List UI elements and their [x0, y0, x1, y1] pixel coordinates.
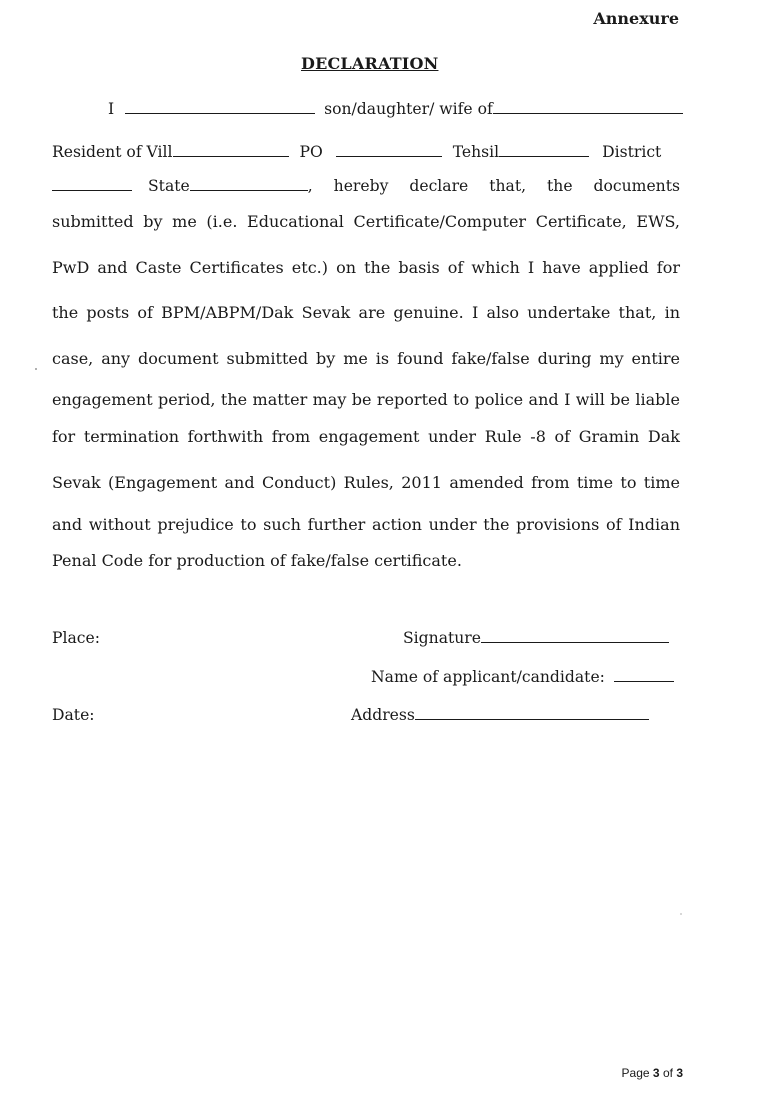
declaration-line-2: [52, 143, 661, 161]
po-blank[interactable]: [336, 155, 442, 157]
page-of: of: [662, 1066, 673, 1080]
state-label: State: [148, 177, 190, 195]
district-blank[interactable]: [52, 189, 132, 191]
village-label: Resident of Vill: [52, 143, 173, 161]
signature-field: [403, 629, 669, 647]
body-line: engagement period, the matter may be reported to police and I will be liable: [52, 390, 680, 409]
page-number: [622, 1066, 683, 1080]
applicant-name-field: [371, 668, 674, 686]
name-blank[interactable]: [125, 112, 315, 114]
body-line: for termination forthwith from engagement under Rule -8 of Gramin Dak: [52, 427, 680, 446]
declare-text: , hereby declare that, the documents: [307, 177, 680, 195]
declaration-line-1: [108, 100, 683, 118]
body-line: PwD and Caste Certificates etc.) on the basis of which I have applied for: [52, 258, 680, 277]
tehsil-label: Tehsil: [452, 143, 500, 161]
po-label: PO: [299, 143, 323, 161]
annexure-label: Annexure: [593, 9, 679, 28]
page-prefix: Page: [621, 1066, 650, 1080]
applicant-name-blank[interactable]: [614, 680, 674, 682]
body-line: Sevak (Engagement and Conduct) Rules, 2011 amended from time to time: [52, 473, 680, 492]
relation-label: son/daughter/ wife of: [324, 100, 493, 118]
place-label: Place:: [52, 629, 100, 647]
body-line: case, any document submitted by me is found fake/false during my entire: [52, 349, 680, 368]
body-line: the posts of BPM/ABPM/Dak Sevak are genuine. I also undertake that, in: [52, 303, 680, 322]
scan-speck: [680, 913, 682, 915]
tehsil-blank[interactable]: [499, 155, 589, 157]
state-blank[interactable]: [190, 189, 308, 191]
scan-speck: [35, 368, 37, 370]
relation-name-blank[interactable]: [493, 112, 683, 114]
pronoun-i: I: [108, 100, 115, 118]
address-blank[interactable]: [415, 718, 649, 720]
date-label: Date:: [52, 706, 95, 724]
declaration-line-3: [52, 177, 680, 195]
address-label: Address: [351, 706, 415, 724]
body-line: submitted by me (i.e. Educational Certificate/Computer Certificate, EWS,: [52, 212, 680, 231]
address-field: [351, 706, 649, 724]
page-current: 3: [652, 1066, 660, 1080]
body-last-line: Penal Code for production of fake/false certificate.: [52, 551, 462, 570]
signature-blank[interactable]: [481, 641, 669, 643]
signature-label: Signature: [403, 629, 481, 647]
village-blank[interactable]: [173, 155, 289, 157]
page-total: 3: [676, 1066, 683, 1080]
applicant-name-label: Name of applicant/candidate:: [371, 668, 605, 686]
district-label: District: [602, 143, 662, 161]
body-line: and without prejudice to such further action under the provisions of Indian: [52, 515, 680, 534]
declaration-title: DECLARATION: [301, 54, 439, 73]
